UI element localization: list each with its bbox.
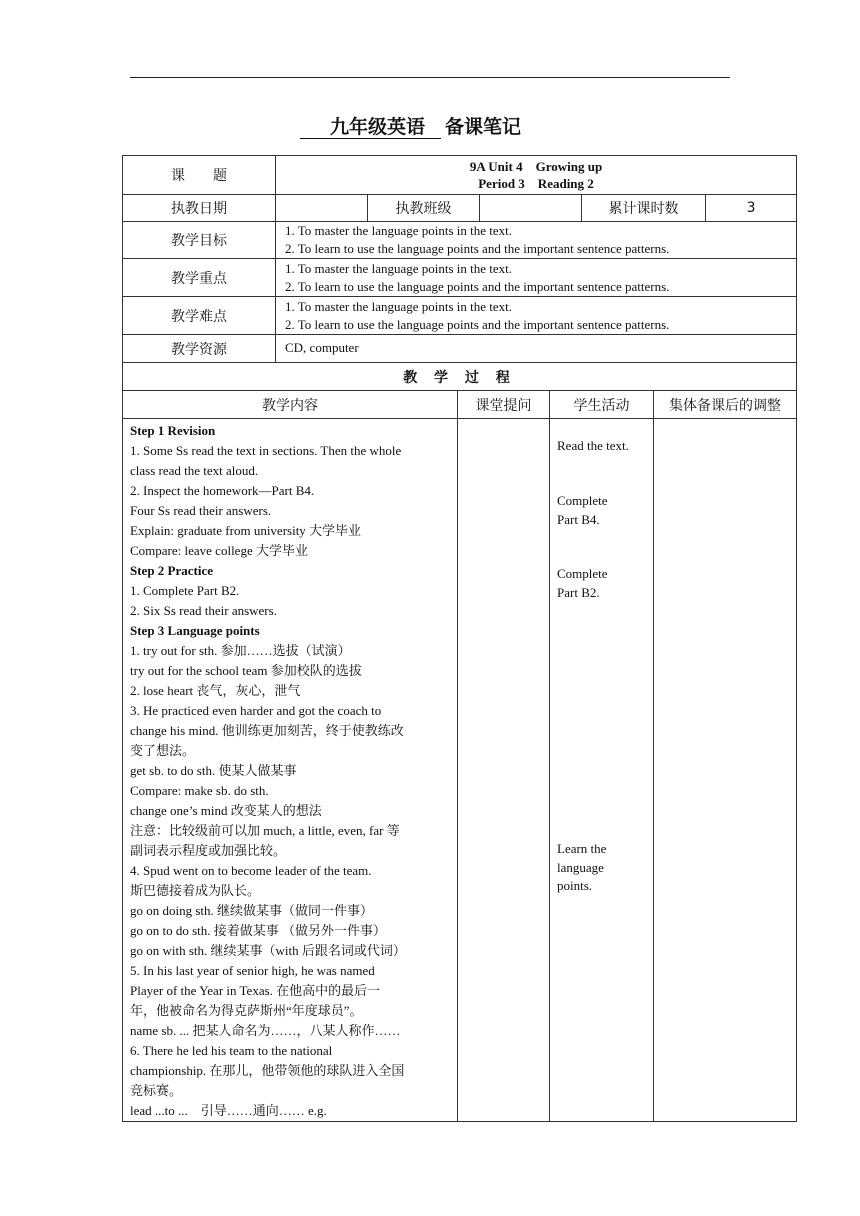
- process-title: 教 学 过 程: [123, 363, 797, 391]
- content-line: class read the text aloud.: [130, 463, 259, 478]
- content-line: 5. In his last year of senior high, he was named: [130, 963, 375, 978]
- content-line: Step 2 Practice: [130, 563, 214, 578]
- resources-row: [123, 335, 797, 363]
- content-line: championship. 在那儿，他带领他的球队进入全国: [130, 1063, 405, 1078]
- student-activity-line: Part B2.: [557, 584, 600, 600]
- goals-line-2: 2. To learn to use the language points and the important sentence patterns.: [285, 241, 670, 256]
- topic-line-2: Period 3 Reading 2: [478, 176, 594, 191]
- content-line: Step 3 Language points: [130, 623, 260, 638]
- schedule-row: [123, 195, 797, 222]
- difficult-points-line-1: 1. To master the language points in the text.: [285, 298, 513, 314]
- content-line: 4. Spud went on to become leader of the team.: [130, 863, 372, 878]
- topic-row: [123, 156, 797, 195]
- content-line: name sb. ... 把某人命名为……，八某人称作……: [130, 1023, 401, 1038]
- column-header-activities: 学生活动: [550, 391, 654, 419]
- column-header-questions: 课堂提问: [458, 391, 550, 419]
- student-activity-line: Complete: [557, 566, 608, 581]
- content-line: 2. Inspect the homework—Part B4.: [130, 483, 315, 498]
- content-line: get sb. to do sth. 使某人做某事: [130, 763, 297, 778]
- content-line: Four Ss read their answers.: [130, 503, 272, 518]
- resources-label: 教学资源: [123, 335, 276, 363]
- difficult-points-row: [123, 297, 797, 335]
- content-line: 副词表示程度或加强比较。: [130, 843, 287, 858]
- key-points-row: [123, 259, 797, 297]
- content-line: Explain: graduate from university 大学毕业: [130, 523, 362, 538]
- content-line: change his mind. 他训练更加刻苦，终于使教练改: [130, 723, 404, 738]
- content-line: try out for the school team 参加校队的选拔: [130, 663, 362, 678]
- difficult-points-value: [276, 297, 797, 335]
- difficult-points-label: 教学难点: [123, 297, 276, 335]
- student-activities-cell: [550, 419, 654, 1122]
- date-label: 执教日期: [123, 195, 276, 222]
- content-line: go on doing sth. 继续做某事（做同一件事）: [130, 903, 374, 918]
- goals-row: [123, 222, 797, 259]
- key-points-line-1: 1. To master the language points in the text.: [285, 260, 513, 276]
- content-line: 1. Some Ss read the text in sections. Then the whole: [130, 443, 402, 458]
- content-line: lead ...to ... 引导……通向…… e.g.: [130, 1103, 327, 1118]
- topic-value: [276, 156, 797, 195]
- key-points-label: 教学重点: [123, 259, 276, 297]
- date-value: [276, 195, 368, 222]
- questions-cell: [458, 419, 550, 1122]
- student-activity-line: points.: [557, 878, 593, 893]
- process-body-row: [123, 419, 797, 1122]
- content-line: 2. lose heart 丧气，灰心，泄气: [130, 683, 301, 698]
- content-line: 竞标赛。: [130, 1083, 183, 1098]
- student-activity-line: language: [557, 859, 604, 875]
- content-line: 变了想法。: [130, 743, 196, 758]
- student-activity-line: Read the text.: [557, 438, 629, 453]
- class-label: 执教班级: [368, 195, 480, 222]
- hours-value: 3: [706, 195, 797, 222]
- content-line: Compare: leave college 大学毕业: [130, 543, 308, 558]
- page-title-notes: 备课笔记: [445, 116, 522, 138]
- content-line: 6. There he led his team to the national: [130, 1043, 333, 1058]
- page-title: [300, 112, 521, 139]
- class-value: [480, 195, 582, 222]
- goals-value: [276, 222, 797, 259]
- process-table: [122, 362, 797, 1122]
- process-title-row: [123, 363, 797, 391]
- content-line: Step 1 Revision: [130, 423, 216, 438]
- content-line: Compare: make sb. do sth.: [130, 783, 269, 798]
- student-activity-line: Learn the: [557, 841, 607, 856]
- content-line: 1. try out for sth. 参加……选拔（试演）: [130, 643, 351, 658]
- content-line: go on with sth. 继续某事（with 后跟名词或代词）: [130, 943, 406, 958]
- content-line: 3. He practiced even harder and got the coach to: [130, 703, 382, 718]
- info-table: [122, 155, 797, 363]
- top-rule: [130, 77, 730, 78]
- teaching-content-cell: [123, 419, 458, 1122]
- difficult-points-line-2: 2. To learn to use the language points and the important sentence patterns.: [285, 316, 670, 332]
- content-line: Player of the Year in Texas. 在他高中的最后一: [130, 983, 381, 998]
- key-points-value: [276, 259, 797, 297]
- page-title-subject: 九年级英语: [300, 116, 441, 139]
- content-line: 1. Complete Part B2.: [130, 583, 240, 598]
- content-line: go on to do sth. 接着做某事 （做另外一件事）: [130, 923, 387, 938]
- goals-line-1: 1. To master the language points in the text.: [285, 223, 513, 238]
- column-header-adjustments: 集体备课后的调整: [654, 391, 797, 419]
- content-line: 注意：比较级前可以加 much, a little, even, far 等: [130, 823, 400, 838]
- lesson-plan-table: [122, 155, 796, 1118]
- process-header-row: [123, 391, 797, 419]
- column-header-content: 教学内容: [123, 391, 458, 419]
- content-line: 斯巴德接着成为队长。: [130, 883, 261, 898]
- student-activity-line: Complete: [557, 493, 608, 508]
- adjustments-cell: [654, 419, 797, 1122]
- topic-label: 课 题: [123, 156, 276, 195]
- hours-label: 累计课时数: [582, 195, 706, 222]
- resources-value: CD, computer: [276, 335, 797, 363]
- content-line: 2. Six Ss read their answers.: [130, 603, 277, 618]
- key-points-line-2: 2. To learn to use the language points and the important sentence patterns.: [285, 278, 670, 294]
- student-activity-line: Part B4.: [557, 511, 600, 527]
- content-line: change one’s mind 改变某人的想法: [130, 803, 322, 818]
- content-line: 年，他被命名为得克萨斯州“年度球员”。: [130, 1003, 363, 1018]
- goals-label: 教学目标: [123, 222, 276, 259]
- topic-line-1: 9A Unit 4 Growing up: [469, 159, 603, 174]
